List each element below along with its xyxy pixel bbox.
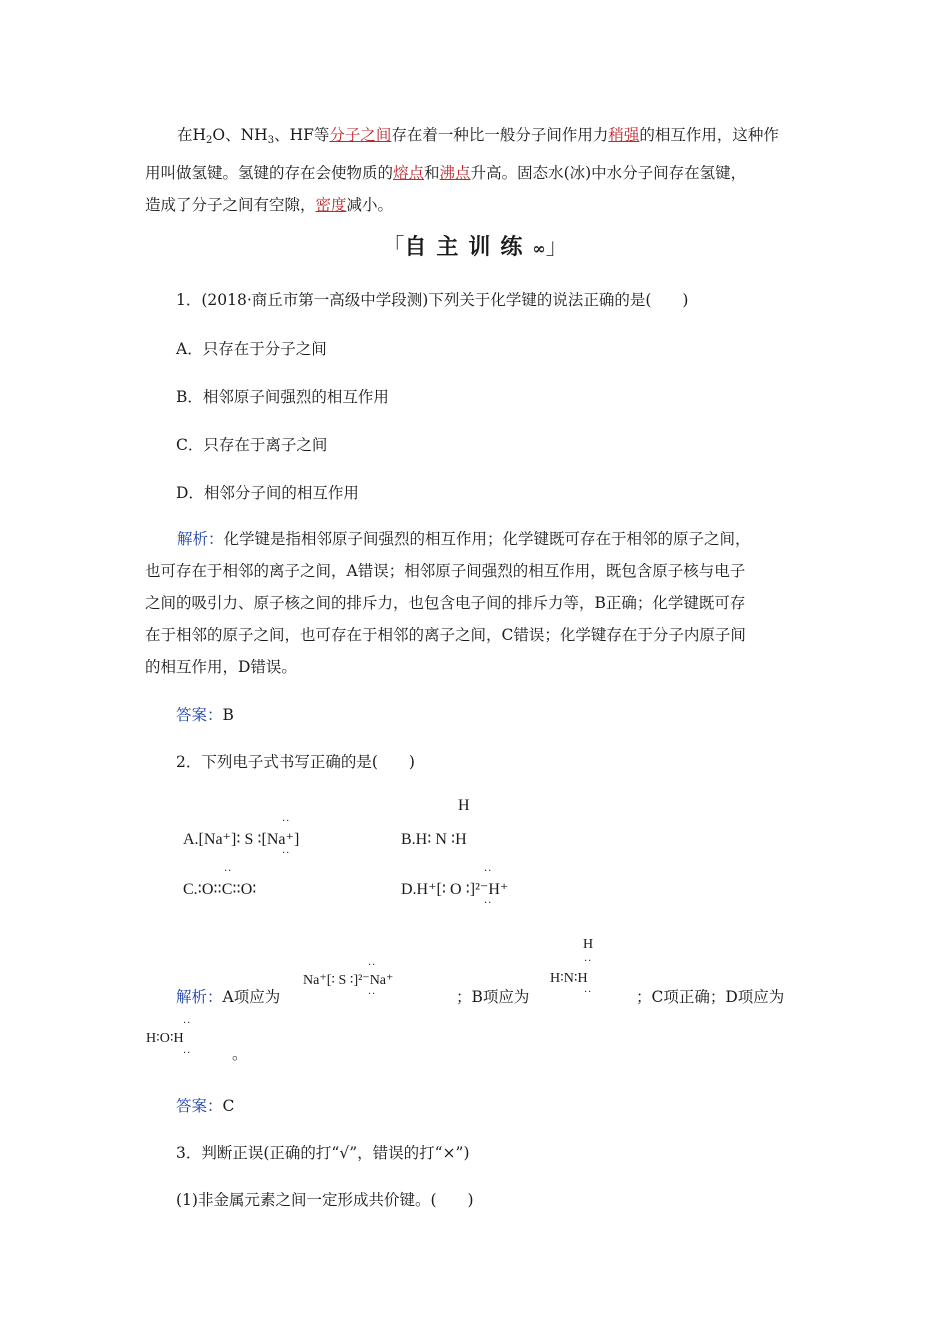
lone-pair-dots: ·· <box>584 987 593 998</box>
q1-analysis: 解析：化学键是指相邻原子间强烈的相互作用；化学键既可存在于相邻的原子之间， 也可存在于相邻的离子之间，A错误；相邻原子间强烈的相互作用，既包含原子核与电子 之间的吸引力、原子核之间的排斥力，也包含电子间的排斥力等，B正确；化学键既可存 在于相邻的原子之间，也可存在于相邻的离子之间，C错误；化学键存在于分子内原子间 的相互作用，D错误。 <box>145 530 751 676</box>
q2-analysis-label: 解析：A项应为 <box>176 988 281 1006</box>
fill-blank-1: 分子之间 <box>329 126 392 144</box>
q2-analysis-formula-d: H∶O∶H <box>146 1031 184 1046</box>
q3-item-1: (1)非金属元素之间一定形成共价键。( ) <box>176 1191 474 1209</box>
analysis-label: 解析： <box>177 530 224 548</box>
q2-answer: 答案：C <box>176 1097 235 1115</box>
q2-option-d: D.H⁺[∶ O ∶]²⁻H⁺ <box>401 881 509 898</box>
lone-pair-dots: ·· <box>183 1018 192 1029</box>
q2-analysis-formula-a: Na⁺[∶ S ∶]²⁻Na⁺ <box>303 973 394 988</box>
intro-paragraph <box>145 119 805 221</box>
lone-pair-dots: ·· <box>282 848 291 859</box>
q2-option-c: C.∶O∶∶C∶∶O∶ <box>183 881 257 898</box>
infinity-icon: ∞ <box>532 239 546 258</box>
lone-pair-dots: ·· <box>368 989 377 1000</box>
fill-blank-2: 稍强 <box>608 126 640 144</box>
q2-option-b-top: H <box>458 797 470 814</box>
q1-answer: 答案：B <box>176 706 234 724</box>
fill-blank-5: 密度 <box>315 196 347 214</box>
q1-option-d: D．相邻分子间的相互作用 <box>176 484 359 502</box>
lone-pair-dots: ·· <box>224 866 233 877</box>
intro-line-2: 用叫做氢键。氢键的存在会使物质的熔点和沸点升高。固态水(冰)中水分子间存在氢键， <box>145 164 747 182</box>
lone-pair-dots: ·· <box>368 960 377 971</box>
q2-option-a: A.[Na⁺]∶ S ∶[Na⁺] <box>183 831 300 848</box>
intro-line-1: 在$H_2O$、$NH_3$、HF等分子之间存在着一种比一般分子间作用力稍强的相互作用，这种作 <box>177 126 779 146</box>
q2-analysis-formula-b: H∶N∶H <box>550 971 588 986</box>
q3-stem: 3．判断正误(正确的打“√”，错误的打“×”) <box>176 1144 470 1162</box>
lone-pair-dots: ·· <box>584 956 593 967</box>
q1-stem: 1．(2018·商丘市第一高级中学段测)下列关于化学键的说法正确的是( ) <box>176 291 689 309</box>
q2-option-b: B.H∶ N ∶H <box>401 831 467 848</box>
lone-pair-dots: ·· <box>183 1048 192 1059</box>
q2-stem: 2．下列电子式书写正确的是( ) <box>176 753 415 771</box>
lone-pair-dots: ·· <box>484 898 493 909</box>
lone-pair-dots: ·· <box>282 816 291 827</box>
q1-option-b: B．相邻原子间强烈的相互作用 <box>176 388 389 406</box>
q1-option-a: A．只存在于分子之间 <box>176 340 327 358</box>
q2-analysis-formula-b-top: H <box>583 937 594 952</box>
section-title: 「自主训练∞」 <box>382 234 568 260</box>
fill-blank-3: 熔点 <box>393 164 425 182</box>
section-title-text: 自主训练 <box>404 234 533 260</box>
intro-line-3: 造成了分子之间有空隙，密度减小。 <box>145 196 394 214</box>
q1-option-c: C．只存在于离子之间 <box>176 436 328 454</box>
lone-pair-dots: ·· <box>484 866 493 877</box>
fill-blank-4: 沸点 <box>439 164 471 182</box>
